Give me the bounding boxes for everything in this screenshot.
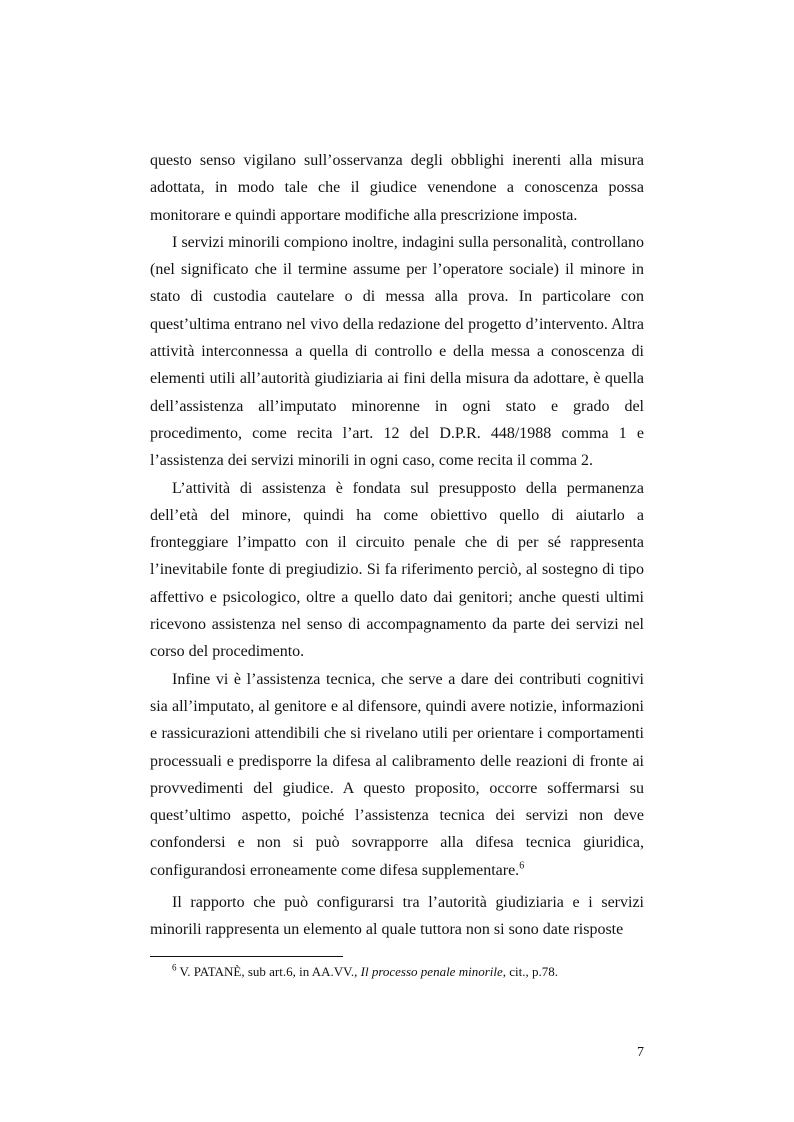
paragraph-5: Il rapporto che può configurarsi tra l’autorità giudiziaria e i servizi minorili rappresenta un elemento al quale tuttora non si sono date risposte [150, 894, 644, 939]
footnote-number: 6 [172, 962, 177, 973]
footnote-text: V. PATANÈ, sub art.6, in AA.VV., [179, 964, 358, 979]
footnote-reference[interactable]: 6 [519, 860, 525, 872]
paragraph-4-text: Infine vi è l’assistenza tecnica, che serve a dare dei contributi cognitivi sia all’imputato, al genitore e al difensore, quindi avere notizie, informazioni e rassicurazioni attendibili che si rivelano utili per orientare i comportamenti processuali e predisporre la difesa al calibramento delle reazioni di fronte ai provvedimenti del giudice. A questo proposito, occorre soffermarsi su quest’ultimo aspetto, poiché l’assistenza tecnica dei servizi non deve confondersi e non si può sovrapporre alla difesa tecnica giuridica, configurandosi erroneamente come difesa supplementare. [150, 670, 644, 879]
paragraph-1: questo senso vigilano sull’osservanza degli obblighi inerenti alla misura adottata, in modo tale che il giudice venendone a conoscenza possa monitorare e quindi apportare modifiche alla prescrizione imposta. [150, 152, 644, 224]
footnote-separator [150, 956, 343, 957]
paragraph-2: I servizi minorili compiono inoltre, indagini sulla personalità, controllano (nel significato che il termine assume per l’operatore sociale) il minore in stato di custodia cautelare o di messa alla prova. In particolare con quest’ultima entrano nel vivo della redazione del progetto d’intervento. Altra attività interconnessa a quella di controllo e della messa a conoscenza di elementi utili all’autorità giudiziaria ai fini della misura da adottare, è quella dell’assistenza all’imputato minorenne in ogni stato e grado del procedimento, come recita l’art. 12 del D.P.R. 448/1988 comma 1 e l’assistenza dei servizi minorili in ogni caso, come recita il comma 2. [150, 233, 644, 470]
page-number: 7 [637, 1045, 644, 1060]
footnote-title: Il processo penale minorile [360, 964, 503, 979]
paragraph-4 [150, 666, 644, 884]
footnote-citation: , cit., p.78. [502, 964, 559, 979]
body-text [150, 147, 644, 944]
paragraph-3: L’attività di assistenza è fondata sul presupposto della permanenza dell’età del minore, quindi ha come obiettivo quello di aiutarlo a fronteggiare l’impatto con il circuito penale che di per sé rappresenta l’inevitabile fonte di pregiudizio. Si fa riferimento perciò, al sostegno di tipo affettivo e psicologico, oltre a quello dato dai genitori; anche questi ultimi ricevono assistenza nel senso di accompagnamento da parte dei servizi nel corso del procedimento. [150, 479, 644, 661]
footnote [150, 964, 644, 980]
